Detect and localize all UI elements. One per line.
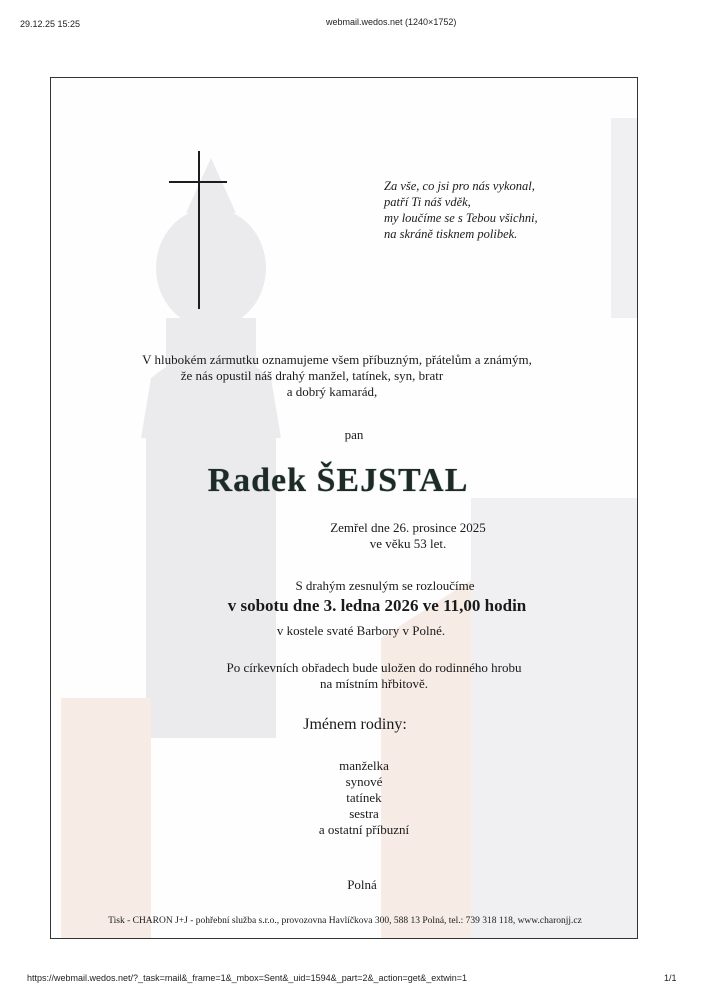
deceased-name: Radek ŠEJSTAL xyxy=(207,462,469,499)
poem xyxy=(384,178,538,242)
poem-line: my loučíme se s Tebou všichni, xyxy=(384,211,538,225)
salutation: pan xyxy=(344,427,364,442)
print-datetime: 29.12.25 15:25 xyxy=(20,19,81,29)
death-info xyxy=(114,520,638,552)
family-member: manželka xyxy=(339,758,389,773)
print-url: https://webmail.wedos.net/?_task=mail&_frame=1&_mbox=Sent&_uid=1594&_part=2&_action=get&_extwin=1 xyxy=(27,973,468,983)
burial-line: na místním hřbitově. xyxy=(320,676,428,691)
poem-line: Za vše, co jsi pro nás vykonal, xyxy=(384,179,535,193)
farewell-place: v kostele svaté Barbory v Polné. xyxy=(276,623,446,638)
footer: Tisk - CHARON J+J - pohřební služba s.r.o., provozovna Havlíčkova 300, 588 13 Polná, tel.: 739 318 118, www.charonjj.cz xyxy=(108,916,582,926)
family-member: sestra xyxy=(349,806,379,821)
intro-line: že nás opustil náš drahý manžel, tatínek, syn, bratr xyxy=(180,368,444,383)
intro-line: V hlubokém zármutku oznamujeme všem příbuzným, přátelům a známým, xyxy=(142,352,532,367)
family-heading: Jménem rodiny: xyxy=(303,716,407,733)
cross-icon-bar xyxy=(169,181,227,183)
death-line: ve věku 53 let. xyxy=(369,536,447,551)
farewell-intro: S drahým zesnulým se rozloučíme xyxy=(295,578,475,593)
poem-line: na skráně tisknem polibek. xyxy=(384,227,518,241)
family-member: synové xyxy=(345,774,383,789)
print-page-count: 1/1 xyxy=(664,973,677,983)
poem-line: patří Ti náš vděk, xyxy=(384,195,471,209)
family-list xyxy=(70,758,638,838)
place: Polná xyxy=(347,877,377,892)
intro-text xyxy=(50,352,631,400)
death-line: Zemřel dne 26. prosince 2025 xyxy=(330,520,486,535)
burial-info xyxy=(80,660,638,692)
farewell-date: v sobotu dne 3. ledna 2026 ve 11,00 hodin xyxy=(227,596,527,615)
family-member: a ostatní příbuzní xyxy=(318,822,410,837)
intro-line: a dobrý kamarád, xyxy=(286,384,378,399)
print-page-title: webmail.wedos.net (1240×1752) xyxy=(326,17,457,27)
family-member: tatínek xyxy=(346,790,382,805)
burial-line: Po církevních obřadech bude uložen do rodinného hrobu xyxy=(226,660,522,675)
death-notice xyxy=(50,77,638,939)
cross-icon xyxy=(198,151,200,309)
